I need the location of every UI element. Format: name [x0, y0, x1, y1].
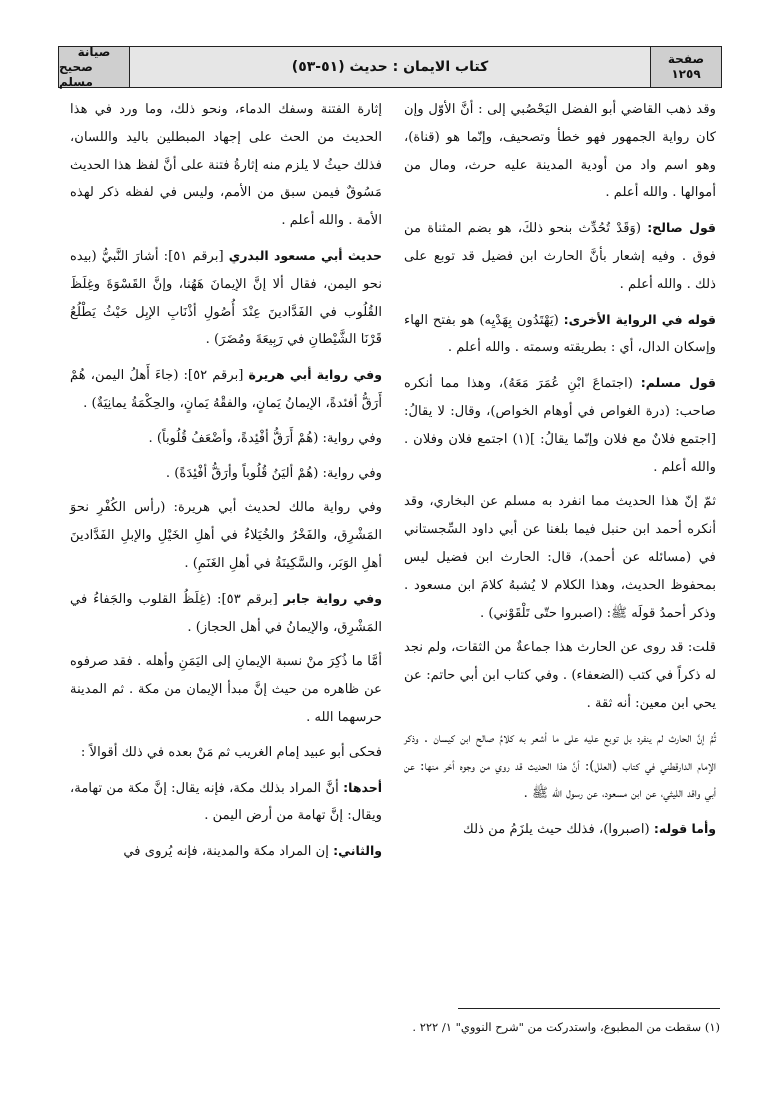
paragraph: أحدها: أنَّ المراد بذلك مكة، فإنه يقال: إنَّ مكة من تهامة، ويقال: إنَّ تهامة من أرض اليمن .: [70, 779, 382, 824]
paragraph-lead: وفي رواية جابر: [283, 590, 382, 606]
page-number-box: [650, 47, 721, 87]
paragraph: قول مسلم: (اجتماعَ ابْنِ عُمَرَ مَعَهُ)، وهذا مما أنكره صاحب: (درة الغواص في أوهام الخواص)، وقال: لا يقالُ: [اجتمع فلانٌ مع فلان وإنّما يقالُ: ](١) اجتمع فلان وفلان . والله أعلم .: [404, 375, 716, 475]
paragraph: قلت: قد روى عن الحارث هذا جماعةٌ من الثقات، ولم نجد له ذكراً في كتب (الضعفاء) . وفي كتاب ابن أبي حاتم: عن يحي ابن معين: أنه ثقة .: [404, 640, 716, 711]
paragraph: وفي رواية مالك لحديث أبي هريرة: (رأس الكُفْرِ نحوَ المَشْرِق، والفَخْرُ والخُيَلاءُ في أهلِ الخَيْلِ والإبلِ الفَدَّادينَ أهلِ الوَبَر، والسَّكِينَةُ في أهلِ الغَنَمِ) .: [70, 500, 382, 571]
paragraph-lead: قوله في الرواية الأخرى:: [563, 311, 716, 327]
paragraph: أمَّا ما ذُكِرَ منْ نسبة الإيمانِ إلى اليَمَنِ وأهله . فقد صرفوه عن ظاهره من حيث إنَّ مبدأ الإيمان من مكة . ثم المدينة حرسهما الله .: [70, 654, 382, 725]
paragraph: إثارة الفتنة وسفك الدماء، ونحو ذلك، وما ورد في هذا الحديث من الحث على إجهاد المبطلين باليد واللسان، فذلك حيثُ لا يلزم منه إثارةُ فتنة على أنَّ لفظ هذا الحديث مَسُوقٌ فيمن سبق من الأمم، وليس في لفظه ذكر لهذه الأمة . والله أعلم .: [70, 102, 382, 229]
chapter-title: كتاب الايمان : حديث (٥١-٥٣): [130, 47, 650, 87]
running-header: [58, 46, 722, 88]
paragraph: وفي رواية أبي هريرة [برقم ٥٢]: (جاءَ أَهلُ اليمن، هُمْ أَرَقُّ أفئدةً، الإيمانُ يَمانٍ، والفقْهُ يَمانٍ، والحِكْمَةُ يمانِيَةٌ) .: [70, 367, 382, 411]
page-number: ١٢٥٩: [671, 67, 701, 81]
right-column: [404, 96, 716, 851]
paragraph: وفي رواية: (هُمْ أَرَقُّ أفْئِدةً، وأضْعَفُ قُلُوباً) .: [148, 430, 382, 446]
paragraph: والثاني: إن المراد مكة والمدينة، فإنه يُروى في: [123, 843, 382, 860]
book-title-box: [59, 44, 130, 89]
left-column: [70, 96, 382, 873]
paragraph-lead: حديث أبي مسعود البدري: [228, 247, 382, 263]
paragraph: ثمّ إنّ هذا الحديث مما انفرد به مسلم عن البخاري، وقد أنكره أحمد ابن حنبل فيما بلغنا عن أبي داود السِّجستاني في (مسائله عن أحمد)، قال: الحارث ابن فضيل ليس بمحفوظ الحديث، وهذا الكلام لا يُشبهُ كلامَ ابن مسعود . وذكر أحمدُ قولَه ﷺ: (اصبروا حتّى تَلْقَوْني) .: [404, 494, 716, 621]
paragraph-lead: قول صالح:: [647, 220, 716, 236]
paragraph: وفي رواية: (هُمْ أليَنُ قُلُوباً وأرَقُّ أفْئِدَةً) .: [165, 465, 382, 481]
paragraph: ثُمَّ إنَّ الحارث لم ينفرد بل توبع عليه على ما أشعر به كلامُ صالح ابن كيسان . وذكر الإمام الدارقطني في كتاب (العلل): أنَّ هذا الحديث قد روي من وجوه أخر منها: عن أبي واقد الليثي، عن ابن مسعود، عن رسول الله ﷺ .: [404, 730, 716, 802]
paragraph-lead: قول مسلم:: [640, 375, 716, 391]
paragraph: قوله في الرواية الأخرى: (يَهْتَدُون بِهَدْيِه) هو بفتح الهاء وإسكان الدال، أي : بطريقته وسمته . والله أعلم .: [404, 311, 716, 356]
paragraph: وقد ذهب القاضي أبو الفضل اليَحْصُبي إلى : أنَّ الأوّل وإن كان رواية الجمهور فهو خطأ وتصحيف، وإنّما هو (قناة)، وهو اسم واد من أودية المدينة عليه حرث، ومال من أموالها . والله أعلم .: [404, 102, 716, 201]
footnote-divider: [458, 1008, 720, 1009]
paragraph: حديث أبي مسعود البدري [برقم ٥١]: أشارَ النَّبيُّ (بيده نحو اليمن، فقال ألا إنَّ الإيمانَ هَهُنا، وإنَّ القَسْوَةَ وغِلَظَ القُلُوب في الفَدَّادينَ عِنْدَ أُصُولِ أذْنَابِ الإبِل حَيْثُ يَطْلُعُ قَرْنَا الشَّيْطانِ في رَبِيعَةَ ومُضَرَ) .: [70, 247, 382, 348]
paragraph: فحكى أبو عبيد إمام الغريب ثم مَنْ بعده في ذلك أقوالاً :: [80, 744, 382, 760]
paragraph: قول صالح: (وَقَدْ تُحُدِّث بنحو ذلكَ، هو بضم المثناة من فوق . وفيه إشعار بأنَّ الحارث ابن فضيل قد توبع على ذلك . والله أعلم .: [404, 220, 716, 292]
paragraph: وفي رواية جابر [برقم ٥٣]: (غِلَظُ القلوب والجَفاءُ في المَشْرِق، والإيمانُ في أهل الحجاز) .: [70, 590, 382, 635]
book-title-line1: صيانة: [77, 44, 111, 59]
page-label: صفحة: [667, 52, 705, 66]
paragraph-lead: وأما قوله:: [653, 821, 716, 837]
paragraph: وأما قوله: (اصبروا)، فذلك حيث يلزَمُ من ذلك: [462, 821, 716, 838]
footnote: (١) سقطت من المطبوع، واستدركت من "شرح النووي" ١/ ٢٢٢ .: [412, 1020, 720, 1034]
book-title-line2: صحيح مسلم: [59, 59, 93, 89]
paragraph-lead: وفي رواية أبي هريرة: [248, 367, 382, 383]
paragraph-lead: أحدها:: [343, 779, 382, 795]
paragraph-lead: والثاني:: [333, 843, 382, 859]
